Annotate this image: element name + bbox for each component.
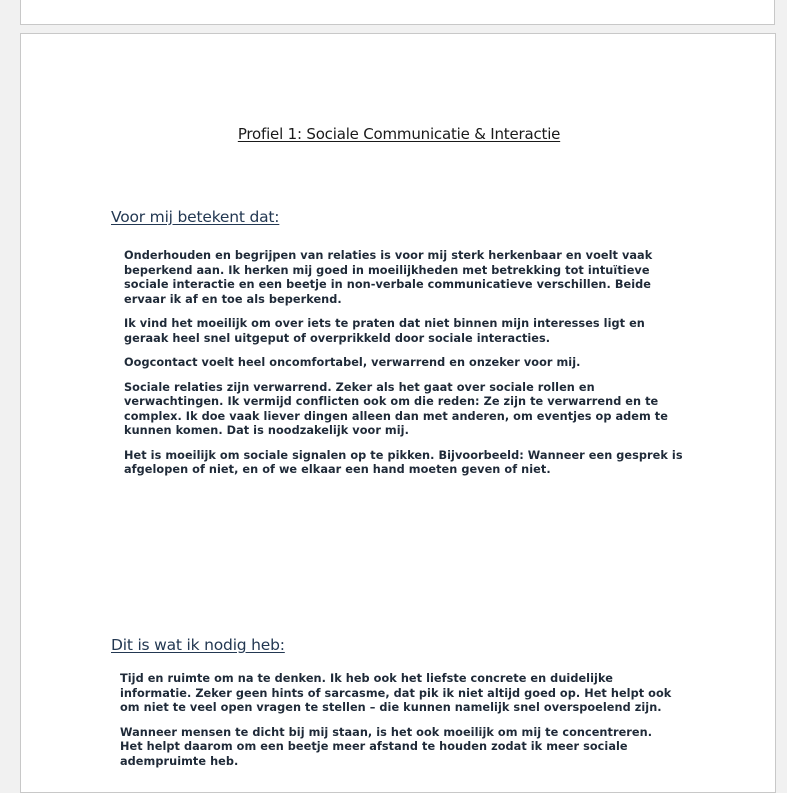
section-heading-meaning: Voor mij betekent dat: (111, 208, 280, 226)
paragraph: Tijd en ruimte om na te denken. Ik heb ook het liefste concrete en duidelijke informatie. Zeker geen hints of sarcasme, dat pik ik niet altijd goed op. Het helpt ook om niet te veel open vragen te stellen – die kunnen namelijk snel overspoelend zijn. (120, 672, 672, 714)
section-heading-needs: Dit is wat ik nodig heb: (111, 636, 285, 654)
section-body-needs (120, 672, 672, 779)
document-page (20, 33, 776, 793)
paragraph: Wanneer mensen te dicht bij mij staan, is het ook moeilijk om mij te concentreren. Het helpt daarom om een beetje meer afstand te houden zodat ik meer sociale adempruimte heb. (120, 725, 653, 768)
paragraph: Ik vind het moeilijk om over iets te praten dat niet binnen mijn interesses ligt en geraak heel snel uitgeput of overprikkeld door sociale interacties. (124, 317, 645, 345)
paragraph: Onderhouden en begrijpen van relaties is voor mij sterk herkenbaar en voelt vaak beperkend aan. Ik herken mij goed in moeilijkheden met betrekking tot intuïtieve sociale interactie en een beetje in non-verbale communicatieve verschillen. Beide ervaar ik af en toe als beperkend. (124, 249, 653, 306)
document-title: Profiel 1: Sociale Communicatie & Interactie (237, 125, 561, 143)
section-body-meaning (124, 249, 684, 488)
paragraph: Sociale relaties zijn verwarrend. Zeker als het gaat over sociale rollen en verwachtingen. Ik vermijd conflicten ook om die reden: Ze zijn te verwarrend en te complex. Ik doe vaak liever dingen alleen dan met anderen, om eventjes op adem te kunnen komen. Dat is noodzakelijk voor mij. (124, 380, 668, 437)
paragraph: Het is moeilijk om sociale signalen op te pikken. Bijvoorbeeld: Wanneer een gesprek is afgelopen of niet, en of we elkaar een hand moeten geven of niet. (124, 448, 683, 476)
previous-page (20, 0, 775, 25)
paragraph: Oogcontact voelt heel oncomfortabel, verwarrend en onzeker voor mij. (124, 356, 581, 369)
